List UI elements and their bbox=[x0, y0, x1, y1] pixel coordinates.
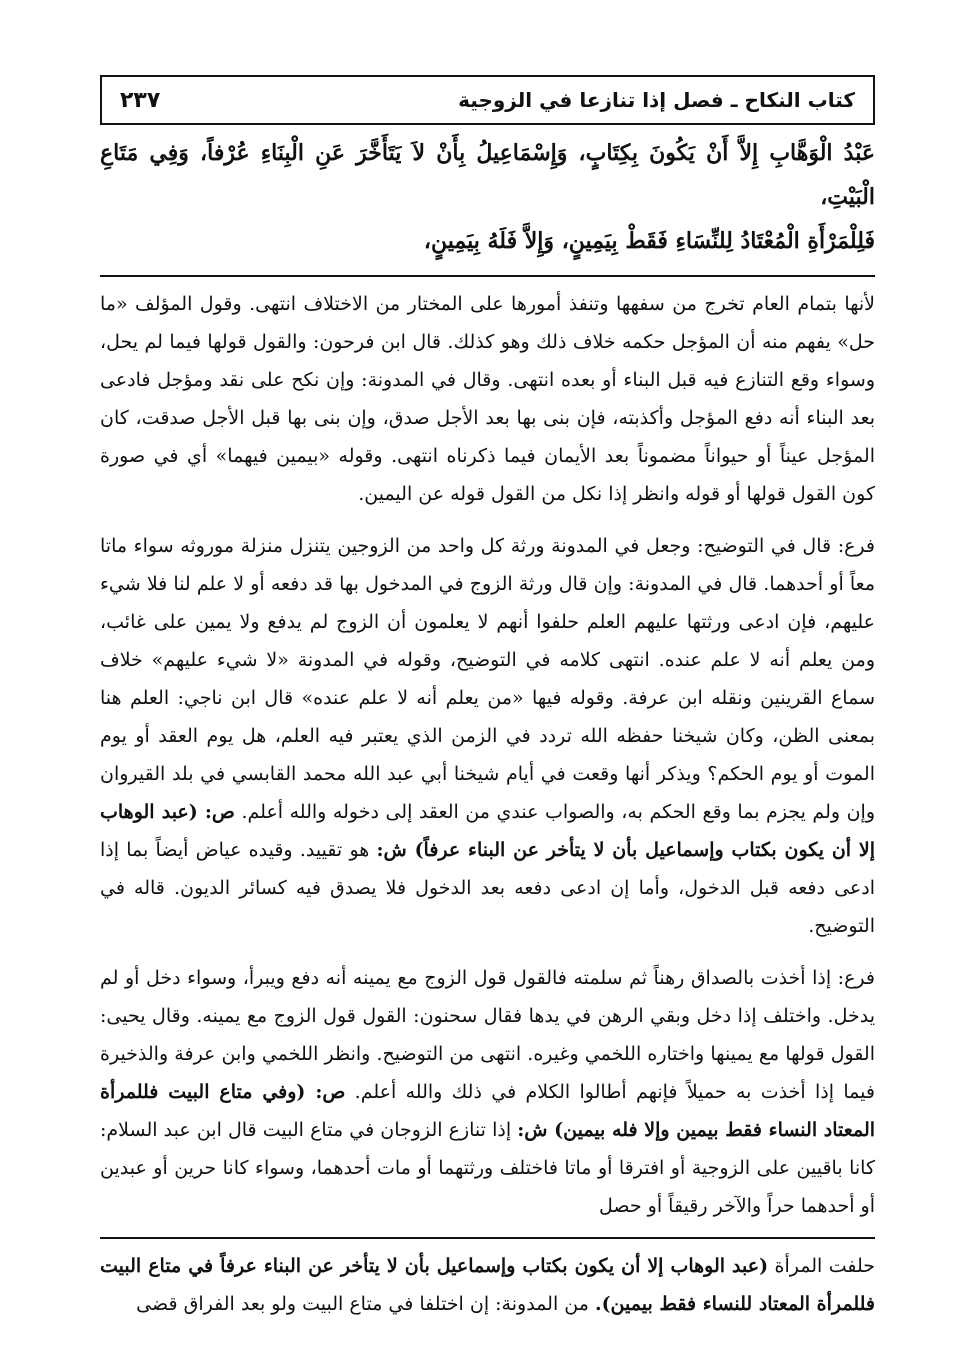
separator-rule bbox=[100, 275, 875, 277]
running-title: كتاب النكاح ـ فصل إذا تنازعا في الزوجية bbox=[458, 88, 855, 112]
paragraph-3-text: فرع: إذا أخذت بالصداق رهناً ثم سلمته فالقول قول الزوج مع يمينه أنه دفع ويبرأ، وسواء دخل أو لم يدخل. واختلف إذا دخل وبقي الرهن في يدها فقال سحنون: القول قول الزوج مع يمينه. وقال يحيى: القول قولها مع يمينها واختاره اللخمي وغيره. انتهى من التوضيح. وانظر اللخمي وابن عرفة والذخيرة فيما إذا أخذت به حميلاً فإنهم أطالوا الكلام في ذلك والله أعلم. bbox=[100, 967, 875, 1103]
main-text-line-2: فَلِلْمَرْأَةِ الْمُعْتَادُ لِلنِّسَاءِ فَقَطْ بِيَمِينٍ، وَإِلاَّ فَلَهُ بِيَمِينٍ، bbox=[423, 228, 875, 254]
paragraph-2-quote: ص: (عبد الوهاب إلا أن يكون بكتاب وإسماعيل بأن لا يتأخر عن البناء عرفاً) ش: bbox=[100, 801, 876, 861]
paragraph-2-text: فرع: قال في التوضيح: وجعل في المدونة ورثة كل واحد من الزوجين يتنزل منزلة موروثه سواء ماتا معاً أو أحدهما. قال في المدونة: وإن قال ورثة الزوج في المدخول بها قد دفعه أو لا علم لنا فلا شيء عليهم، فإن ادعى ورثتها عليهم العلم حلفوا أنهم لا يعلمون أن الزوج لم يدفع ولا يمين على غائب، ومن يعلم أنه لا علم عنده. انتهى كلامه في التوضيح، وقوله في المدونة «لا شيء عليهم» خلاف سماع القرينين ونقله ابن عرفة. وقوله فيها «من يعلم أنه لا علم عنده» قال ابن ناجي: العلم هنا بمعنى الظن، وكان شيخنا حفظه الله تردد في الزمن الذي يعتبر فيه العلم، هل يوم العقد أو يوم الموت أو يوم الحكم؟ ويذكر أنها وقعت في أيام شيخنا أبي عبد الله محمد القابسي في بلد القيروان وإن ولم يجزم بما وقع الحكم به، والصواب عندي من العقد إلى دخوله والله أعلم. bbox=[100, 535, 876, 823]
page bbox=[100, 75, 875, 1323]
main-text-line-1: عَبْدُ الْوَهَّابِ إِلاَّ أَنْ يَكُونَ بِكِتَابٍ، وَإِسْمَاعِيلُ بِأَنْ لاَ يَتَأَخَّرَ عَنِ الْبِنَاءِ عُرْفاً، وَفِي مَتَاعِ الْبَيْتِ، bbox=[100, 140, 875, 210]
page-header bbox=[100, 75, 875, 125]
page-number: ٢٣٧ bbox=[120, 87, 161, 113]
commentary-paragraph-2 bbox=[100, 527, 875, 945]
paragraph-3-quote: ص: (وفي متاع البيت فللمرأة المعتاد النساء فقط بيمين وإلا فله بيمين) ش: bbox=[100, 1081, 876, 1141]
paragraph-3-continuation: إذا تنازع الزوجان في متاع البيت قال ابن عبد السلام: كانا باقيين على الزوجية أو افترقا أو ماتا فاختلف ورثتهما أو مات أحدهما، وسواء كانا حرين أو عبدين أو أحدهما حراً والآخر رقيقاً أو حصل bbox=[100, 1119, 875, 1217]
footnote-separator bbox=[100, 1237, 875, 1239]
main-text bbox=[100, 131, 875, 263]
paragraph-2-continuation: هو تقييد. وقيده عياض أيضاً بما إذا ادعى دفعه قبل الدخول، وأما إن ادعى دفعه بعد الدخول فلا يصدق فيه كسائر الديون. قاله في التوضيح. bbox=[100, 839, 875, 937]
footnote bbox=[100, 1247, 875, 1323]
footnote-text: حلفت المرأة bbox=[774, 1255, 876, 1277]
footnote-quote: (عبد الوهاب إلا أن يكون بكتاب وإسماعيل بأن لا يتأخر عن البناء عرفاً في متاع البيت فللمرأة المعتاد للنساء فقط بيمين). bbox=[100, 1255, 875, 1315]
footnote-continuation: من المدونة: إن اختلفا في متاع البيت ولو بعد الفراق قضى bbox=[136, 1293, 589, 1315]
commentary bbox=[100, 285, 875, 1225]
commentary-paragraph-3 bbox=[100, 959, 875, 1225]
commentary-paragraph-1: لأنها بتمام العام تخرج من سفهها وتنفذ أمورها على المختار من الاختلاف انتهى. وقول المؤلف «ما حل» يفهم منه أن المؤجل حكمه خلاف ذلك وهو كذلك. قال ابن فرحون: والقول قولها فيما لم يحل، وسواء وقع التنازع فيه قبل البناء أو بعده انتهى. وقال في المدونة: وإن نكح على نقد ومؤجل فادعى بعد البناء أنه دفع المؤجل وأكذبته، فإن بنى بها بعد الأجل صدق، وإن بنى بها قبل الأجل صدقت، كان المؤجل عيناً أو حيواناً مضموناً بعد الأيمان فيما ذكرناه انتهى. وقوله «بيمين فيهما» أي في صورة كون القول قولها أو قوله وانظر إذا نكل من القول قوله عن اليمين. bbox=[100, 293, 875, 505]
